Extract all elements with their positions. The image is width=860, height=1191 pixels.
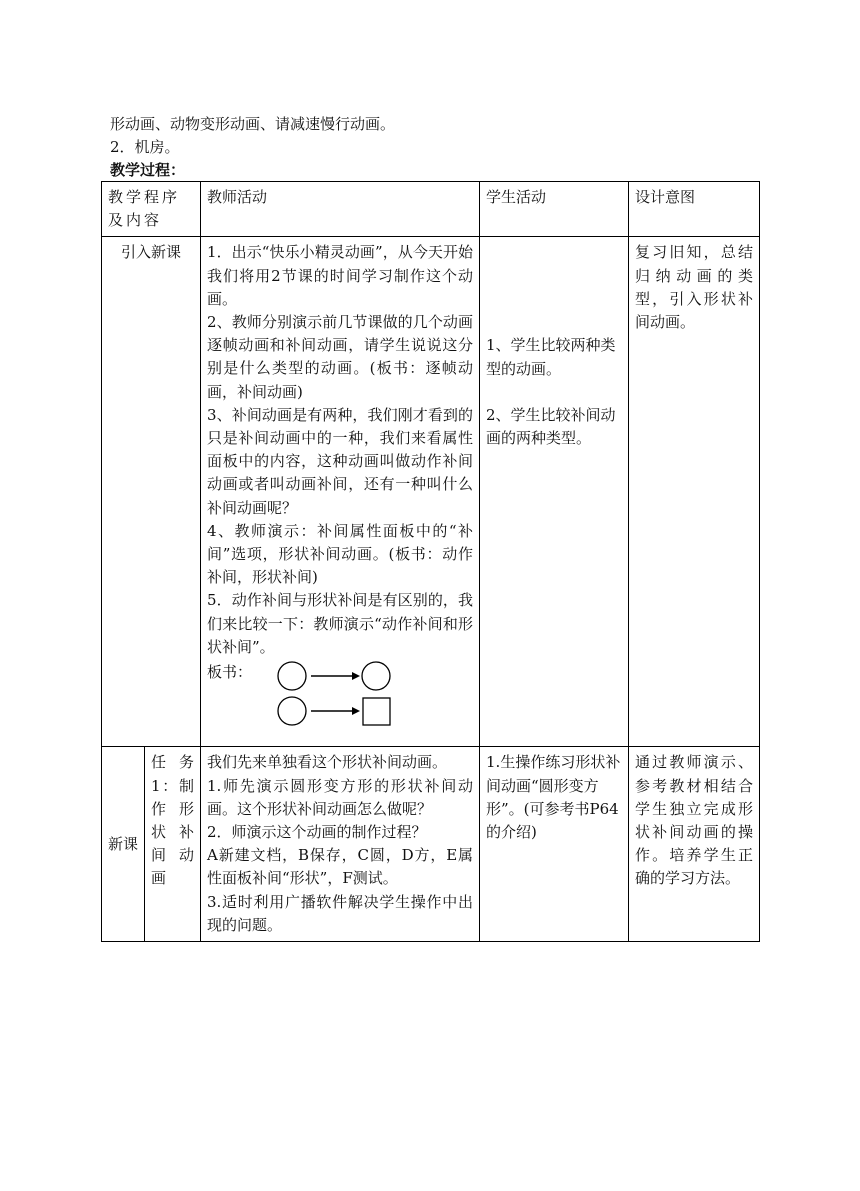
row2-student: 1.生操作练习形状补间动画“圆形变方形”。(可参考书P64的介绍) xyxy=(480,747,629,942)
row1-student-1: 1、学生比较两种类型的动画。 xyxy=(486,336,616,378)
row1-teacher: 1．出示“快乐小精灵动画”，从今天开始我们将用2节课的时间学习制作这个动画。 2、教师分别演示前几节课做的几个动画逐帧动画和补间动画，请学生说说这分别是什么类型的动画。(板书：逐帧动画，补间动画) 3、补间动画是有两种，我们刚才看到的只是补间动画中的一种，我们来看属性面板中的内容，这种动画叫做动作补间动画或者叫动画补间，还有一种叫什么补间动画呢？ 4、教师演示：补间属性面板中的“补间”选项，形状补间动画。(板书：动作补间，形状补间) 5．动作补间与形状补间是有区别的，我们来比较一下：教师演示“动作补间和形状补间”。 xyxy=(207,243,474,656)
header-teacher: 教师活动 xyxy=(201,182,480,237)
row1-teacher-cell xyxy=(201,237,480,747)
intro-line-2: 2．机房。 xyxy=(110,138,180,156)
circle-icon xyxy=(362,662,390,690)
table-row xyxy=(102,747,760,942)
row2-teacher: 我们先来单独看这个形状补间动画。 1.师先演示圆形变方形的形状补间动画。这个形状补间动画怎么做呢？ 2．师演示这个动画的制作过程？ A新建文档，B保存，C圆，D方，E属性面板补间“形状”，F测试。 3.适时利用广播软件解决学生操作中出现的问题。 xyxy=(201,747,480,942)
intro-line-1: 形动画、动物变形动画、请减速慢行动画。 xyxy=(110,115,396,133)
board-diagram xyxy=(207,661,473,727)
row1-design: 复习旧知，总结归纳动画的类型，引入形状补间动画。 xyxy=(629,237,760,747)
table-row xyxy=(102,237,760,747)
table-header-row xyxy=(102,182,760,237)
arrow-head-2 xyxy=(352,707,360,715)
circle-icon xyxy=(278,697,306,725)
row1-student-cell xyxy=(480,237,629,747)
arrow-head-1 xyxy=(352,672,360,680)
board-shapes xyxy=(207,661,397,727)
row2-design: 通过教师演示、参考教材相结合学生独立完成形状补间动画的操作。培养学生正确的学习方法。 xyxy=(629,747,760,942)
row1-program: 引入新课 xyxy=(102,237,201,747)
row2-section: 新课 xyxy=(102,747,145,942)
header-design: 设计意图 xyxy=(629,182,760,237)
header-student: 学生活动 xyxy=(480,182,629,237)
header-program: 教学程序 及内容 xyxy=(102,182,201,237)
section-heading: 教学过程： xyxy=(110,161,186,179)
lesson-table xyxy=(101,181,760,942)
board-label: 板书： xyxy=(207,663,253,682)
circle-icon xyxy=(278,662,306,690)
row1-student-2: 2、学生比较补间动画的两种类型。 xyxy=(486,405,616,448)
square-icon xyxy=(363,698,390,725)
row2-task: 任务1：制作形状补间动画 xyxy=(145,747,201,942)
